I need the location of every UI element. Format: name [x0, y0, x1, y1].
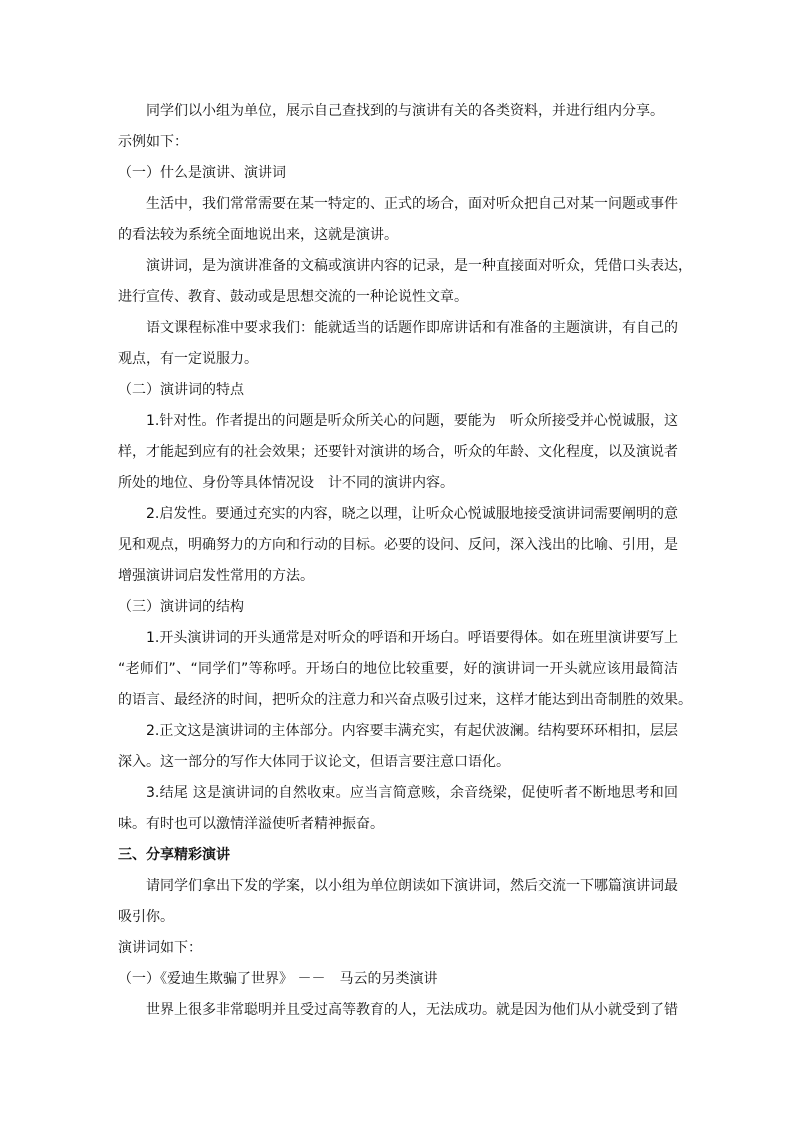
text-line: 进行宣传、教育、鼓动或是思想交流的一种论说性文章。	[118, 289, 468, 305]
section-heading	[118, 840, 678, 871]
paragraph	[118, 406, 678, 499]
text-line: 1.开头演讲词的开头通常是对听众的呼语和开场白。呼语要得体。如在班里演讲要写上	[146, 630, 678, 646]
label-line	[118, 592, 678, 623]
text-line: 所处的地位、身份等具体情况设 计不同的演讲内容。	[118, 475, 454, 491]
text-line: （三）演讲词的结构	[118, 599, 244, 615]
text-line: 语文课程标准中要求我们：能就适当的话题作即席讲话和有准备的主题演讲，有自己的	[146, 320, 678, 336]
text-line: （一）什么是演讲、演讲词	[118, 165, 286, 181]
text-line: （二）演讲词的特点	[118, 382, 244, 398]
paragraph	[118, 995, 678, 1026]
label-line	[118, 158, 678, 189]
paragraph	[118, 716, 678, 778]
text-line: 1.针对性。作者提出的问题是听众所关心的问题，要能为 听众所接受并心悦诚服，这	[146, 413, 678, 429]
paragraph	[118, 623, 692, 716]
text-line: 味。有时也可以激情洋溢使听者精神振奋。	[118, 816, 384, 832]
paragraph	[118, 96, 678, 127]
text-line: 样，才能起到应有的社会效果；还要针对演讲的场合，听众的年龄、文化程度，以及演说者	[118, 444, 678, 460]
text-line: 演讲词如下：	[118, 940, 202, 956]
paragraph	[118, 499, 678, 592]
text-line: 示例如下：	[118, 134, 188, 150]
text-line: “老师们”、“同学们”等称呼。开场白的地位比较重要，好的演讲词一开头就应该用最简洁	[118, 661, 678, 677]
text-line: 演讲词，是为演讲准备的文稿或演讲内容的记录，是一种直接面对听众，凭借口头表达，	[146, 258, 692, 274]
text-line: 同学们以小组为单位，展示自己查找到的与演讲有关的各类资料，并进行组内分享。	[146, 103, 664, 119]
paragraph	[118, 778, 678, 840]
text-line: 的语言、最经济的时间，把听众的注意力和兴奋点吸引过来，这样才能达到出奇制胜的效果。	[118, 692, 692, 708]
label-line	[118, 933, 678, 964]
text-line: 观点，有一定说服力。	[118, 351, 258, 367]
text-line: 2.正文这是演讲词的主体部分。内容要丰满充实，有起伏波澜。结构要环环相扣，层层	[146, 723, 678, 739]
paragraph	[118, 189, 678, 251]
text-line: （一）《爱迪生欺骗了世界》 －－ 马云的另类演讲	[118, 971, 438, 987]
text-line: 生活中，我们常常需要在某一特定的、正式的场合，面对听众把自己对某一问题或事件	[146, 196, 678, 212]
label-line	[118, 964, 678, 995]
label-line	[118, 127, 678, 158]
paragraph	[118, 871, 678, 933]
text-line: 三、分享精彩演讲	[118, 847, 230, 863]
text-line: 世界上很多非常聪明并且受过高等教育的人，无法成功。就是因为他们从小就受到了错	[146, 1002, 678, 1018]
text-line: 见和观点，明确努力的方向和行动的目标。必要的设问、反问，深入浅出的比喻、引用，是	[118, 537, 678, 553]
paragraph	[118, 251, 692, 313]
text-line: 的看法较为系统全面地说出来，这就是演讲。	[118, 227, 398, 243]
document-page	[118, 96, 692, 1026]
text-line: 深入。这一部分的写作大体同于议论文，但语言要注意口语化。	[118, 754, 510, 770]
text-line: 3.结尾 这是演讲词的自然收束。应当言简意赅，余音绕梁，促使听者不断地思考和回	[146, 785, 678, 801]
text-line: 请同学们拿出下发的学案，以小组为单位朗读如下演讲词，然后交流一下哪篇演讲词最	[146, 878, 678, 894]
text-line: 吸引你。	[118, 909, 174, 925]
text-line: 2.启发性。要通过充实的内容，晓之以理，让听众心悦诚服地接受演讲词需要阐明的意	[146, 506, 678, 522]
label-line	[118, 375, 678, 406]
paragraph	[118, 313, 678, 375]
text-line: 增强演讲词启发性常用的方法。	[118, 568, 314, 584]
